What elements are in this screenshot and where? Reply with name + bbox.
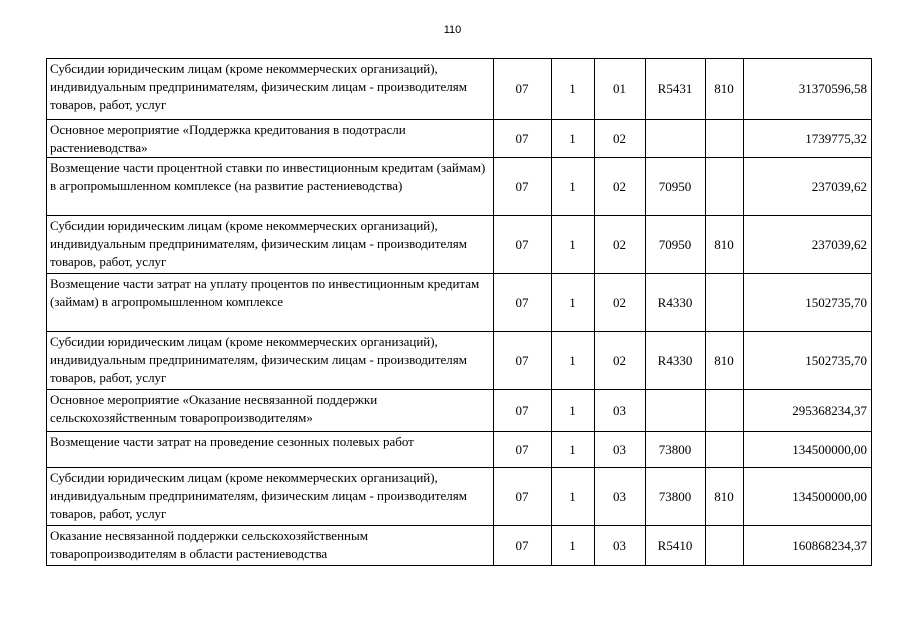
row-description: Субсидии юридическим лицам (кроме некоммерческих организаций), индивидуальным предпринимателям, физическим лицам - производителям товаров, работ, услуг (47, 59, 494, 120)
row-expense-type-code: 810 (706, 59, 744, 120)
row-expense-type-code (706, 432, 744, 468)
table-row (47, 390, 872, 432)
table-row (47, 526, 872, 566)
row-section-code: 07 (494, 120, 552, 158)
row-target-code: 73800 (646, 468, 706, 526)
row-subprogram-code: 02 (595, 216, 646, 274)
row-target-code (646, 390, 706, 432)
row-program-code: 1 (552, 432, 595, 468)
row-section-code: 07 (494, 526, 552, 566)
row-expense-type-code (706, 390, 744, 432)
row-program-code: 1 (552, 120, 595, 158)
row-expense-type-code (706, 158, 744, 216)
row-section-code: 07 (494, 390, 552, 432)
row-target-code: 70950 (646, 216, 706, 274)
row-amount: 237039,62 (744, 216, 872, 274)
row-description: Субсидии юридическим лицам (кроме некоммерческих организаций), индивидуальным предпринимателям, физическим лицам - производителям товаров, работ, услуг (47, 468, 494, 526)
table-row (47, 216, 872, 274)
budget-table-body (47, 59, 872, 566)
table-row (47, 120, 872, 158)
row-expense-type-code: 810 (706, 468, 744, 526)
row-program-code: 1 (552, 158, 595, 216)
row-target-code: R4330 (646, 332, 706, 390)
row-amount: 1502735,70 (744, 274, 872, 332)
row-subprogram-code: 01 (595, 59, 646, 120)
row-section-code: 07 (494, 468, 552, 526)
row-section-code: 07 (494, 332, 552, 390)
row-description: Основное мероприятие «Поддержка кредитования в подотрасли растениеводства» (47, 120, 494, 158)
row-target-code: R4330 (646, 274, 706, 332)
row-section-code: 07 (494, 216, 552, 274)
row-amount: 295368234,37 (744, 390, 872, 432)
row-program-code: 1 (552, 59, 595, 120)
row-program-code: 1 (552, 274, 595, 332)
row-target-code: 73800 (646, 432, 706, 468)
row-expense-type-code: 810 (706, 216, 744, 274)
row-description: Возмещение части затрат на проведение сезонных полевых работ (47, 432, 494, 468)
page-number: 110 (443, 24, 462, 36)
row-description: Оказание несвязанной поддержки сельскохозяйственным товаропроизводителям в области растениеводства (47, 526, 494, 566)
table-row (47, 468, 872, 526)
row-amount: 1739775,32 (744, 120, 872, 158)
budget-table (46, 58, 872, 566)
row-program-code: 1 (552, 216, 595, 274)
row-subprogram-code: 02 (595, 274, 646, 332)
row-target-code (646, 120, 706, 158)
row-description: Возмещение части процентной ставки по инвестиционным кредитам (займам) в агропромышленном комплексе (на развитие растениеводства) (47, 158, 494, 216)
table-row (47, 332, 872, 390)
row-program-code: 1 (552, 390, 595, 432)
row-amount: 237039,62 (744, 158, 872, 216)
row-expense-type-code: 810 (706, 332, 744, 390)
row-program-code: 1 (552, 468, 595, 526)
row-target-code: R5431 (646, 59, 706, 120)
row-amount: 134500000,00 (744, 432, 872, 468)
row-description: Субсидии юридическим лицам (кроме некоммерческих организаций), индивидуальным предпринимателям, физическим лицам - производителям товаров, работ, услуг (47, 332, 494, 390)
table-row (47, 59, 872, 120)
row-subprogram-code: 03 (595, 526, 646, 566)
row-description: Субсидии юридическим лицам (кроме некоммерческих организаций), индивидуальным предпринимателям, физическим лицам - производителям товаров, работ, услуг (47, 216, 494, 274)
row-target-code: 70950 (646, 158, 706, 216)
row-subprogram-code: 02 (595, 332, 646, 390)
table-row (47, 432, 872, 468)
row-expense-type-code (706, 526, 744, 566)
row-description: Основное мероприятие «Оказание несвязанной поддержки сельскохозяйственным товаропроизводителям» (47, 390, 494, 432)
row-amount: 31370596,58 (744, 59, 872, 120)
row-expense-type-code (706, 274, 744, 332)
row-subprogram-code: 02 (595, 158, 646, 216)
row-program-code: 1 (552, 332, 595, 390)
row-section-code: 07 (494, 432, 552, 468)
row-section-code: 07 (494, 59, 552, 120)
table-row (47, 158, 872, 216)
row-target-code: R5410 (646, 526, 706, 566)
row-description: Возмещение части затрат на уплату процентов по инвестиционным кредитам (займам) в агропромышленном комплексе (47, 274, 494, 332)
row-amount: 160868234,37 (744, 526, 872, 566)
row-expense-type-code (706, 120, 744, 158)
row-amount: 1502735,70 (744, 332, 872, 390)
table-row (47, 274, 872, 332)
row-section-code: 07 (494, 274, 552, 332)
row-subprogram-code: 02 (595, 120, 646, 158)
row-subprogram-code: 03 (595, 390, 646, 432)
row-program-code: 1 (552, 526, 595, 566)
row-amount: 134500000,00 (744, 468, 872, 526)
row-subprogram-code: 03 (595, 468, 646, 526)
row-section-code: 07 (494, 158, 552, 216)
row-subprogram-code: 03 (595, 432, 646, 468)
